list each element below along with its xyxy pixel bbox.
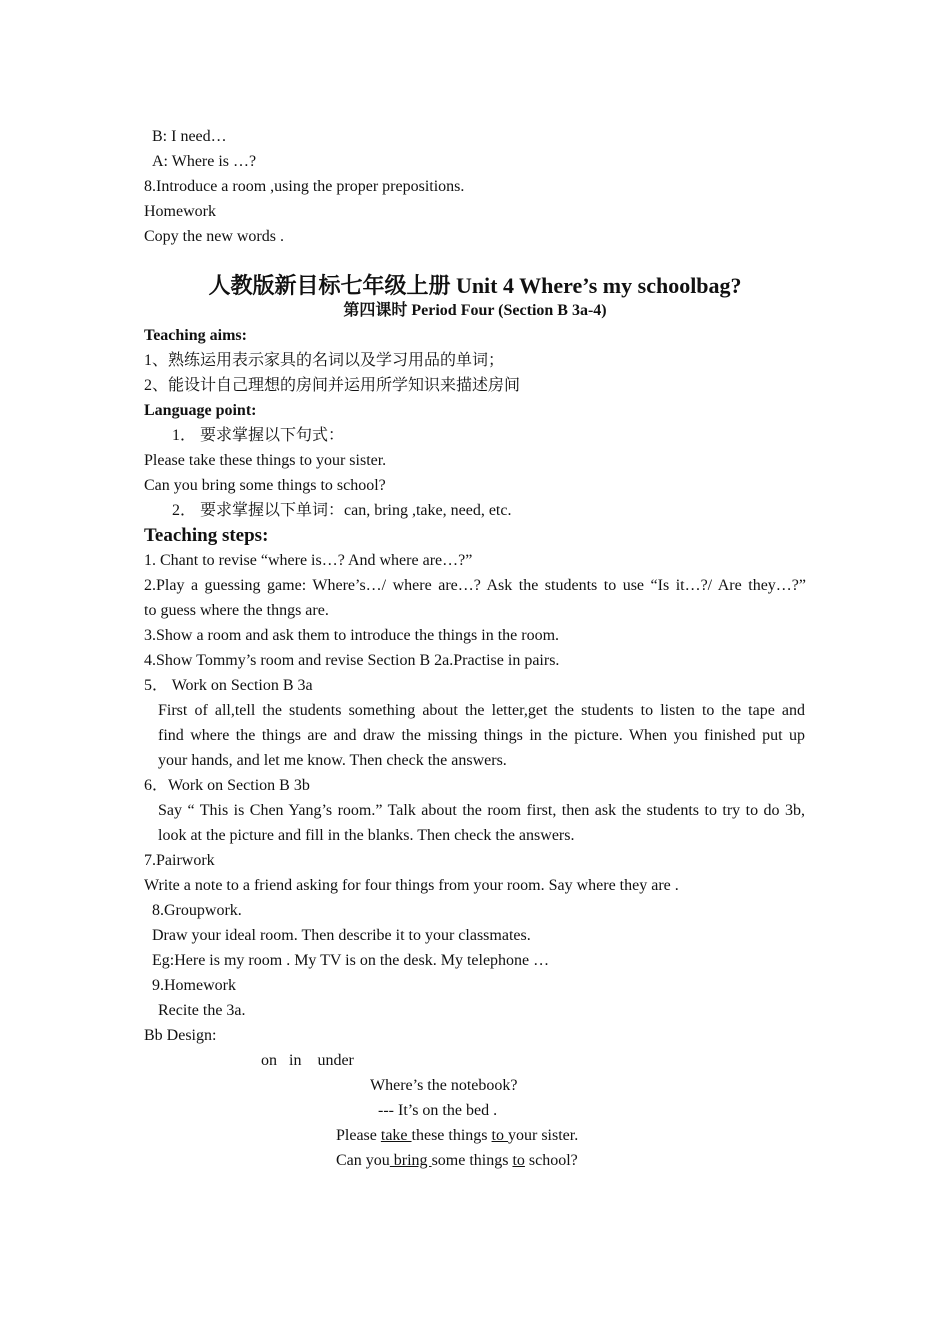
step-2-line-1: 2.Play a guessing game: Where’s…/ where are…? Ask the students to use “Is it…?/ Are they…?”	[144, 577, 806, 594]
bb-s1-underline-take: take	[380, 1127, 412, 1144]
aim-item-1: 1、熟练运用表示家具的名词以及学习用品的单词；	[144, 352, 505, 369]
bb-answer: --- It’s on the bed .	[378, 1102, 498, 1119]
language-point-2: 2． 要求掌握以下单词：can, bring ,take, need, etc.	[172, 502, 512, 519]
step-3: 3.Show a room and ask them to introduce the things in the room.	[144, 627, 560, 644]
step-8: 8.Groupwork.	[152, 902, 242, 919]
bb-sentence-1	[336, 1123, 578, 1148]
bb-design-heading: Bb Design:	[144, 1027, 217, 1044]
step-7: 7.Pairwork	[144, 852, 215, 869]
step-6: 6．Work on Section B 3b	[144, 777, 310, 794]
bb-sentence-2	[336, 1148, 578, 1173]
bb-prepositions: on in under	[261, 1052, 354, 1069]
homework-text: Copy the new words .	[144, 228, 284, 245]
bb-s1-underline-to: to	[491, 1127, 508, 1144]
page-subtitle: 第四课时 Period Four (Section B 3a-4)	[343, 302, 607, 319]
homework-label: Homework	[144, 203, 216, 220]
step-5: 5． Work on Section B 3a	[144, 677, 313, 694]
step-5-line-2: find where the things are and draw the missing things in the picture. When you finished put up	[158, 727, 805, 744]
step-5-line-3: your hands, and let me know. Then check the answers.	[158, 752, 507, 769]
aim-item-2: 2、能设计自己理想的房间并运用所学知识来描述房间	[144, 377, 521, 394]
step-2-line-2: to guess where the thngs are.	[144, 602, 329, 619]
page-title: 人教版新目标七年级上册 Unit 4 Where’s my schoolbag?	[208, 273, 742, 298]
sentence-pattern-1: Please take these things to your sister.	[144, 452, 387, 469]
bb-s2-part-3: school?	[524, 1152, 578, 1169]
step-8-line-1: Draw your ideal room. Then describe it to your classmates.	[152, 927, 531, 944]
step-6-line-1: Say “ This is Chen Yang’s room.” Talk about the room first, then ask the students to try to do 3b,	[158, 802, 805, 819]
step-8-introduce: 8.Introduce a room ,using the proper prepositions.	[144, 178, 465, 195]
bb-s1-part-3: your sister.	[507, 1127, 579, 1144]
bb-s1-part-2: these things	[411, 1127, 492, 1144]
step-4: 4.Show Tommy’s room and revise Section B 2a.Practise in pairs.	[144, 652, 560, 669]
teaching-steps-heading: Teaching steps:	[144, 525, 269, 546]
bb-s2-underline-bring: bring	[389, 1152, 432, 1169]
language-point-heading: Language point:	[144, 402, 257, 419]
bb-s1-part-1: Please	[336, 1127, 381, 1144]
sentence-pattern-2: Can you bring some things to school?	[144, 477, 386, 494]
bb-s2-underline-to: to	[512, 1152, 525, 1169]
step-8-line-2: Eg:Here is my room . My TV is on the desk. My telephone …	[152, 952, 550, 969]
dialogue-line-b: B: I need…	[152, 128, 227, 145]
step-1: 1. Chant to revise “where is…? And where are…?”	[144, 552, 473, 569]
bb-s2-part-1: Can you	[336, 1152, 390, 1169]
step-9-line-1: Recite the 3a.	[158, 1002, 246, 1019]
dialogue-line-a: A: Where is …?	[152, 153, 257, 170]
bb-question: Where’s the notebook?	[370, 1077, 518, 1094]
step-9: 9.Homework	[152, 977, 236, 994]
step-5-line-1: First of all,tell the students something about the letter,get the students to listen to the tape and	[158, 702, 805, 719]
language-point-1: 1． 要求掌握以下句式：	[172, 427, 345, 444]
teaching-aims-heading: Teaching aims:	[144, 327, 247, 344]
step-6-line-2: look at the picture and fill in the blanks. Then check the answers.	[158, 827, 575, 844]
bb-s2-part-2: some things	[431, 1152, 513, 1169]
step-7-line-1: Write a note to a friend asking for four things from your room. Say where they are .	[144, 877, 679, 894]
